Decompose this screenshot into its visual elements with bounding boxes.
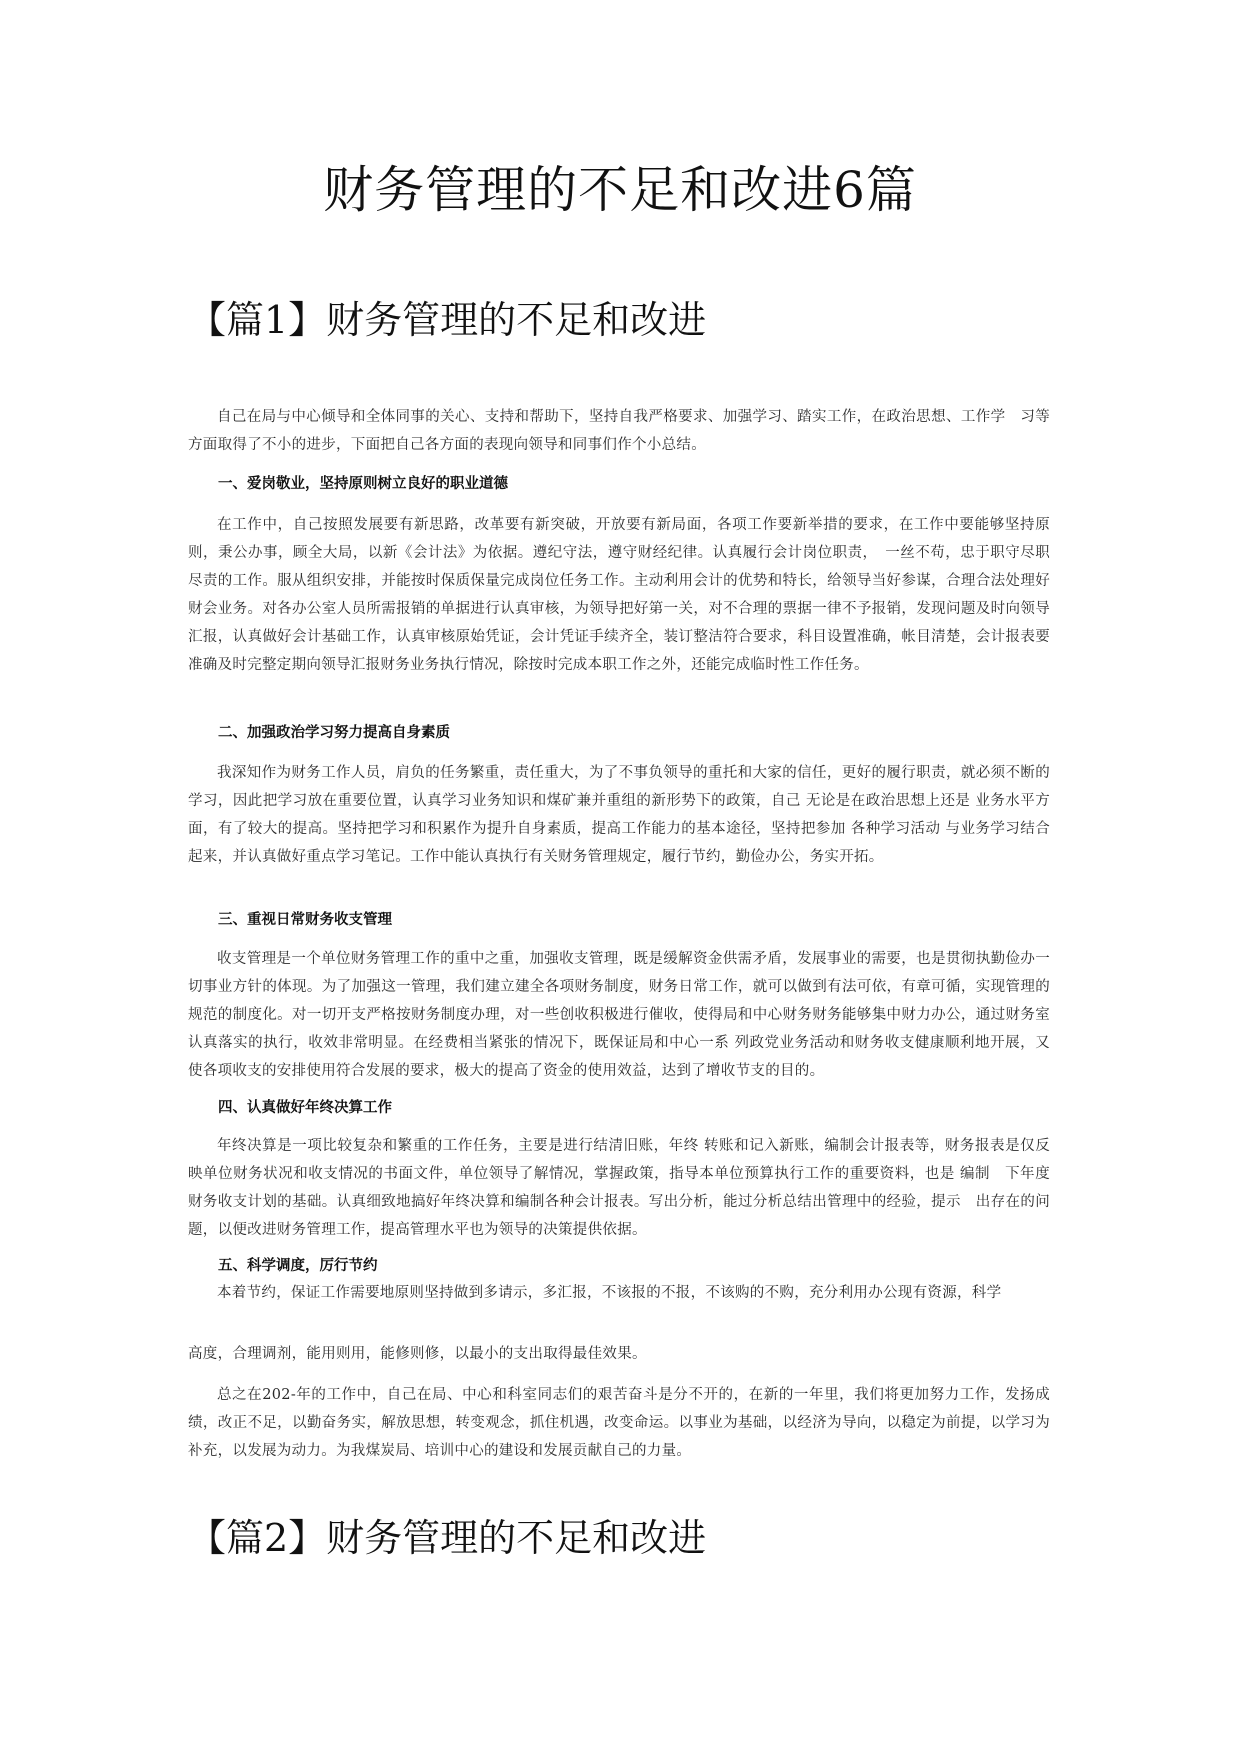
section-1-paragraph: 在工作中，自己按照发展要有新思路，改革要有新突破，开放要有新局面，各项工作要新举措的要求，在工作中要能够坚持原则，秉公办事，顾全大局，以新《会计法》为依据。遵纪守法，遵守财经纪律。认真履行会计岗位职责， 一丝不苟，忠于职守尽职尽责的工作。服从组织安排，并能按时保质保量完成岗位任务工作。主动利用会计的优势和特长，给领导当好参谋，合理合法处理好财会业务。对各办公室人员所需报销的单据进行认真审核，为领导把好第一关，对不合理的票据一律不予报销，发现问题及时向领导汇报，认真做好会计基础工作，认真审核原始凭证，会计凭证手续齐全，装订整洁符合要求，科目设置准确，帐目清楚，会计报表要准确及时完整定期向领导汇报财务业务执行情况，除按时完成本职工作之外，还能完成临时性工作任务。 — [188, 517, 1050, 673]
section-2-heading: 二、加强政治学习努力提高自身素质 — [218, 725, 450, 741]
section-4-body-block — [188, 1132, 1050, 1244]
chapter-1-heading: 【篇1】财务管理的不足和改进 — [188, 298, 707, 342]
chapter-2-heading: 【篇2】财务管理的不足和改进 — [188, 1516, 707, 1560]
section-5-heading-block — [188, 1252, 1050, 1280]
document-title: 财务管理的不足和改进6篇 — [323, 161, 917, 219]
section-2-paragraph: 我深知作为财务工作人员，肩负的任务繁重，责任重大，为了不事负领导的重托和大家的信任，更好的履行职责，就必须不断的学习，因此把学习放在重要位置，认真学习业务知识和煤矿兼并重组的新形势下的政策，自己 无论是在政治思想上还是 业务水平方面，有了较大的提高。坚持把学习和积累作为提升自身素质，提高工作能力的基本途径，坚持把参加 各种学习活动 与业务学习结合起来，并认真做好重点学习笔记。工作中能认真执行有关财务管理规定，履行节约，勤俭办公，务实开拓。 — [188, 765, 1050, 865]
section-3-body-block — [188, 945, 1050, 1085]
section-1-body-block — [188, 511, 1050, 679]
conclusion-block — [188, 1381, 1050, 1465]
section-4-heading: 四、认真做好年终决算工作 — [218, 1100, 392, 1116]
section-1-heading: 一、爱岗敬业，坚持原则树立良好的职业道德 — [218, 476, 508, 492]
section-3-heading: 三、重视日常财务收支管理 — [218, 912, 392, 928]
section-3-paragraph: 收支管理是一个单位财务管理工作的重中之重，加强收支管理，既是缓解资金供需矛盾，发展事业的需要，也是贯彻执勤俭办一切事业方针的体现。为了加强这一管理，我们建立建全各项财务制度，财务日常工作，就可以做到有法可依，有章可循，实现管理的规范的制度化。对一切开支严格按财务制度办理，对一些创收积极进行催收，使得局和中心财务财务能够集中财力办公，通过财务室认真落实的执行，收效非常明显。在经费相当紧张的情况下，既保证局和中心一系 列政党业务活动和财务收支健康顺利地开展，又使各项收支的安排使用符合发展的要求，极大的提高了资金的使用效益，达到了增收节支的目的。 — [188, 951, 1050, 1079]
section-1-heading-block — [188, 470, 1050, 498]
section-2-heading-block — [188, 719, 1050, 747]
section-2-body-block — [188, 759, 1050, 871]
intro-paragraph: 自己在局与中心倾导和全体同事的关心、支持和帮助下，坚持自我严格要求、加强学习、踏实工作，在政治思想、工作学 习等方面取得了不小的进步，下面把自己各方面的表现向领导和同事们作个小总结。 — [188, 409, 1050, 453]
section-5-body-block — [188, 1279, 1050, 1307]
section-5-heading: 五、科学调度，厉行节约 — [218, 1258, 378, 1274]
section-4-heading-block — [188, 1094, 1050, 1122]
intro-block — [188, 403, 1050, 459]
section-5-paragraph-continued: 高度，合理调剂，能用则用，能修则修，以最小的支出取得最佳效果。 — [188, 1346, 647, 1362]
section-3-heading-block — [188, 906, 1050, 934]
section-4-paragraph: 年终决算是一项比较复杂和繁重的工作任务，主要是进行结清旧账，年终 转账和记入新账，编制会计报表等，财务报表是仅反映单位财务状况和收支情况的书面文件，单位领导了解情况，掌握政策，指导本单位预算执行工作的重要资料，也是 编制 下年度财务收支计划的基础。认真细致地搞好年终决算和编制各种会计报表。写出分析，能过分析总结出管理中的经验，提示 出存在的问题，以便改进财务管理工作，提高管理水平也为领导的决策提供依据。 — [188, 1138, 1050, 1238]
section-5-body-continued-block — [188, 1340, 1050, 1368]
section-5-paragraph: 本着节约，保证工作需要地原则坚持做到多请示，多汇报，不该报的不报，不该购的不购，充分利用办公现有资源，科学 — [217, 1285, 1002, 1301]
conclusion-paragraph: 总之在202-年的工作中，自己在局、中心和科室同志们的艰苦奋斗是分不开的，在新的一年里，我们将更加努力工作，发扬成绩，改正不足，以勤奋务实，解放思想，转变观念，抓住机遇，改变命运。以事业为基础，以经济为导向，以稳定为前提，以学习为补充，以发展为动力。为我煤炭局、培训中心的建设和发展贡献自己的力量。 — [188, 1387, 1050, 1459]
